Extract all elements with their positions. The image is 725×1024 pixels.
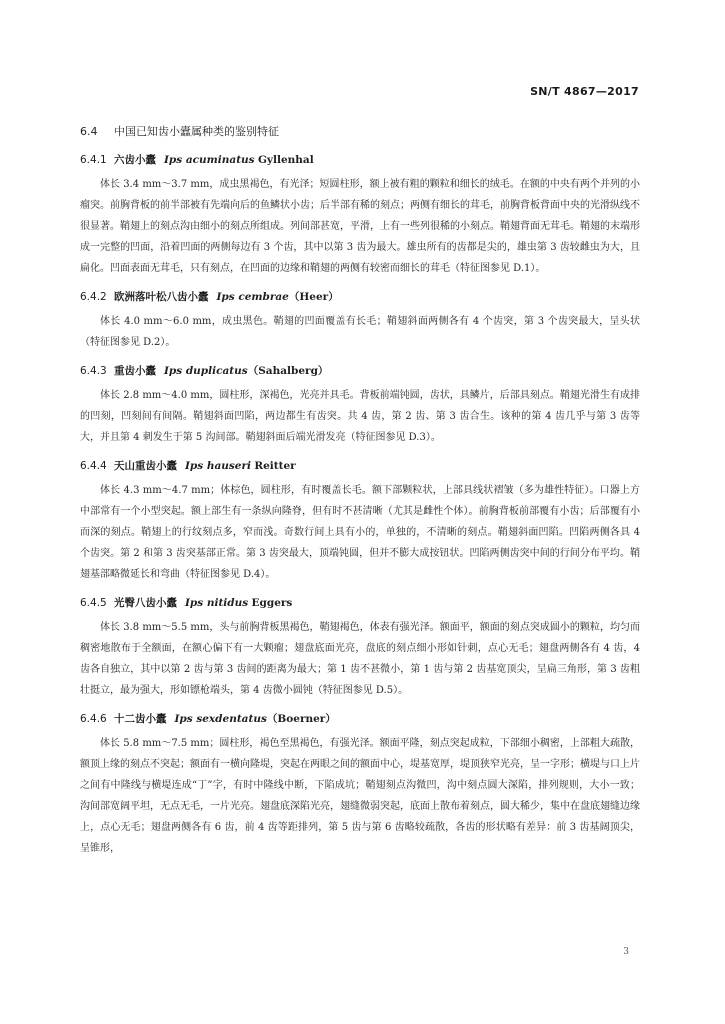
species-author: Reitter	[254, 460, 296, 472]
subsection-heading	[80, 152, 640, 168]
species-latin-name: Ips sexdentatus	[174, 713, 267, 725]
species-description: 体长 5.8 mm～7.5 mm；圆柱形，褐色至黑褐色，有强光泽。额面平隆，刻点突起成粒，下部细小稠密，上部粗大疏散，额顶上缘的刻点不突起；额面有一横向隆堤，突起在两眼之间的额面中心，堤基宽厚，堤顶狭窄光亮，呈一字形；横堤与口上片之间有中隆线与横堤连成“丁”字，有时中隆线中断，下陷成坑；鞘翅刻点沟微凹，沟中刻点圆大深陷，排列规则，大小一致；沟间部宽阔平坦，无点无毛，一片光亮。翅盘底深陷光亮，翅缝微弱突起，底面上散布着刻点，圆大稀少，集中在盘底翅缝边缘上，点心无毛；翅盘两侧各有 6 齿，前 4 齿等距排列，第 5 齿与第 6 齿略较疏散，各齿的形状略有差异：前 3 齿基阔顶尖，呈锥形，	[80, 738, 640, 854]
section-heading	[80, 124, 640, 140]
species-chinese-name: 六齿小蠹	[114, 154, 156, 166]
subsection-number: 6.4.2	[80, 291, 107, 303]
species-latin-name: Ips duplicatus	[164, 365, 248, 377]
species-author: Gyllenhal	[257, 154, 314, 166]
species-latin-name: Ips cembrae	[216, 291, 289, 303]
subsection-heading	[80, 711, 640, 727]
species-description: 体长 3.4 mm～3.7 mm，成虫黑褐色，有光泽；短圆柱形，额上被有粗的颗粒和细长的绒毛。在额的中央有两个并列的小瘤突。前胸背板的前半部被有先端向后的鱼鳞状小齿；后半部有稀的刻点；两侧有细长的茸毛，前胸背板背面中央的光滑纵线不很显著。鞘翅上的刻点沟由细小的刻点所组成。列间部甚宽，平滑，上有一些列很稀的小刻点。鞘翅背面无茸毛。鞘翅的末端形成一完整的凹面，沿着凹面的两侧每边有 3 个齿，其中以第 3 齿为最大。雄虫所有的齿都是尖的，雄虫第 3 齿较雌虫为大，且扁化。凹面表面无茸毛，只有刻点，在凹面的边缘和鞘翅的两侧有较密而细长的茸毛（特征图参见 D.1）。	[80, 179, 640, 274]
species-chinese-name: 重齿小蠹	[114, 365, 156, 377]
subsection	[80, 595, 640, 701]
section-number: 6.4	[80, 125, 98, 138]
subsection-heading	[80, 289, 640, 305]
species-description: 体长 3.8 mm～5.5 mm，头与前胸背板黑褐色，鞘翅褐色，体表有强光泽。额面平，额面的刻点突成圆小的颗粒，均匀而稠密地散布于全额面，在额心偏下有一大颗瘤；翅盘底面光亮，盘底的刻点细小形如针刺，点心无毛；翅盘两侧各有 4 齿，4 齿各自独立，其中以第 2 齿与第 3 齿间的距离为最大；第 1 齿不甚微小，第 1 齿与第 2 齿基宽顶尖，呈扁三角形，第 3 齿粗壮挺立，最为强大，形如镖枪端头，第 4 齿微小圆钝（特征图参见 D.5）。	[80, 622, 640, 696]
species-chinese-name: 光臀八齿小蠹	[114, 597, 177, 609]
section-title: 中国已知齿小蠹属种类的鉴别特征	[114, 125, 279, 138]
species-description: 体长 2.8 mm～4.0 mm，圆柱形，深褐色，光亮并具毛。背板前端钝圆，齿状，具鳞片，后部具刻点。鞘翅光滑生有成排的凹刻，凹刻间有间隔。鞘翅斜面凹陷，两边都生有齿突。共 4 齿，第 2 齿、第 3 齿合生。该种的第 4 齿几乎与第 3 齿等大，并且第 4 刺发生于第 5 沟间部。鞘翅斜面后端光滑发亮（特征图参见 D.3）。	[80, 390, 640, 443]
species-description: 体长 4.0 mm～6.0 mm，成虫黑色。鞘翅的凹面覆盖有长毛；鞘翅斜面两侧各有 4 个齿突，第 3 个齿突最大，呈头状（特征图参见 D.2）。	[80, 316, 640, 348]
subsection	[80, 711, 640, 859]
subsection-number: 6.4.3	[80, 365, 107, 377]
species-chinese-name: 欧洲落叶松八齿小蠹	[114, 291, 209, 303]
species-author: （Sahalberg）	[247, 365, 329, 377]
subsection	[80, 289, 640, 353]
subsection	[80, 363, 640, 448]
document-body	[80, 120, 640, 869]
standard-code: SN/T 4867—2017	[530, 85, 639, 98]
species-chinese-name: 天山重齿小蠹	[114, 460, 177, 472]
species-author: （Heer）	[288, 291, 339, 303]
subsection	[80, 152, 640, 279]
subsection	[80, 458, 640, 585]
species-latin-name: Ips hauseri	[185, 460, 252, 472]
species-author: （Boerner）	[266, 713, 336, 725]
species-latin-name: Ips nitidus	[185, 597, 249, 609]
subsection-number: 6.4.5	[80, 597, 107, 609]
subsection-heading	[80, 363, 640, 379]
subsection-number: 6.4.6	[80, 713, 107, 725]
subsection-heading	[80, 458, 640, 474]
subsection-number: 6.4.1	[80, 154, 107, 166]
subsection-number: 6.4.4	[80, 460, 107, 472]
page-number: 3	[623, 947, 629, 957]
species-chinese-name: 十二齿小蠹	[114, 713, 167, 725]
species-latin-name: Ips acuminatus	[164, 154, 255, 166]
species-author: Eggers	[251, 597, 293, 609]
subsection-heading	[80, 595, 640, 611]
species-description: 体长 4.3 mm～4.7 mm；体棕色，圆柱形，有时覆盖长毛。额下部颗粒状，上部具线状褶皱（多为雄性特征）。口器上方中部常有一个小型突起。额上部生有一条纵向隆脊，但有时不甚清晰（尤其是雌性个体）。前胸背板前部覆有小齿；后部覆有小而深的刻点。鞘翅上的行纹刻点多，窄而浅。奇数行间上具有小的，单独的，不清晰的刻点。鞘翅斜面凹陷。凹陷两侧各具 4 个齿突。第 2 和第 3 齿突基部正常。第 3 齿突最大，顶端钝圆，但并不膨大成按钮状。凹陷两侧齿突中间的行间分布平均。鞘翅基部略微延长和弯曲（特征图参见 D.4）。	[80, 485, 640, 580]
